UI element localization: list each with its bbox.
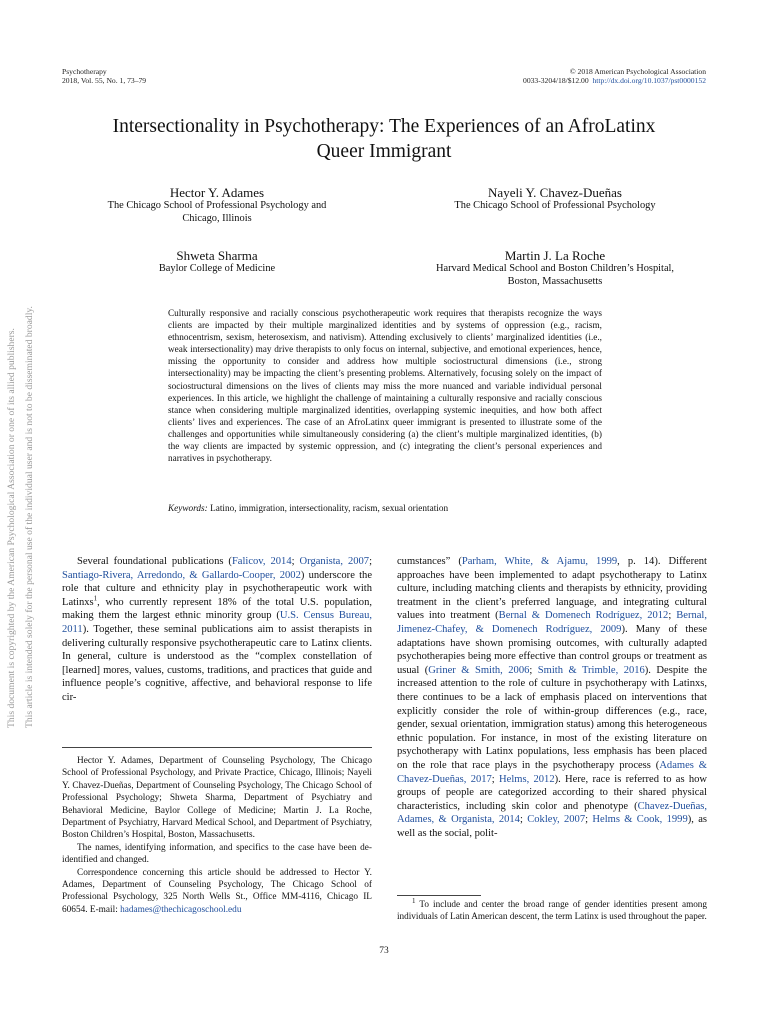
author-affiliation-2: Chicago, Illinois <box>182 212 252 224</box>
abstract-text: Culturally responsive and racially conscious psychotherapeutic work requires that therapists recognize the ways clients are impacted by their multiple marginalized identities and by systems of oppression (e.g., racism, ethnocentrism, sexism, heterosexism, and nativism). Attending exclusively to clients’ marginalized identities (i.e., weak intersectionality) may drive therapists to only focus on internal, subjective, and emotional experiences, hence, missing the opportunity to consider and address how multiple sociostructural dimensions (i.e., strong intersectionality) may be impacting the client’s presenting problems. Alternatively, focusing solely on the impact of sociostructural dimensions on the lives of clients may miss the more nuanced and variable individual personal experiences. In this article, we highlight the challenge of maintaining a culturally responsive and racially conscious stance when considering multiple marginalized identities, overlapping systemic inequities, and how both affect clients’ lives and experiences. The case of an AfroLatinx queer immigrant is presented to illustrate some of the challenges and opportunities while simultaneously considering (a) the client’s multiple marginalized identities, (b) the way clients are impacted by systemic oppression, and (c) integrating the client’s personal experiences and narratives in psychotherapy. <box>168 309 602 465</box>
intro-paragraph: Several foundational publications (Falicov, 2014; Organista, 2007; Santiago-Rivera, Arredondo, & Gallardo-Cooper, 2002) underscore the role that culture and ethnicity play in psychotherapeutic work with Latinxs$^1$, who currently represent 18% of the total U.S. population, making them the largest ethnic minority group (U.S. Census Bureau, 2011). Together, these seminal publications aim to assist therapists in delivering culturally responsive psychotherapeutic care to Latinx clients. In general, culture is understood as the “complex constellation of [learned] mores, values, customs, traditions, and practices that guide and influence people’s cognitive, affective, and behavioral response to life cir- <box>62 556 373 703</box>
author-block-3 <box>72 248 362 276</box>
citation-link[interactable]: Parham, White, & Ajamu, 1999 <box>461 556 618 567</box>
issn: 0033-3204/18/$12.00 <box>523 76 589 85</box>
journal-name: Psychotherapy <box>62 67 107 76</box>
keywords <box>168 503 602 515</box>
author-note-divider <box>62 747 372 748</box>
continued-paragraph: cumstances” (Parham, White, & Ajamu, 1999, p. 14). Different approaches have been implemented to adapt psychotherapy to Latinx culture, including matching clients and therapists by ethnicity, providing treatment in the client’s preferred language, and integrating cultural values into treatment (Bernal & Domenech Rodríguez, 2012; Bernal, Jimenez-Chafey, & Domenech Rodríguez, 2009). Many of these adaptations have shown promising outcomes, with culturally adapted psychotherapies being more effective than control groups or treatment as usual (Griner & Smith, 2006; Smith & Trimble, 2016). Despite the increased attention to the role of culture in psychotherapy with Latinxs, there continues to be a lack of emphasis placed on interventions that explicitly consider the role of within-group differences (e.g., race, gender, sexual orientation, immigration status) among this heterogeneous ethnic population. For instance, in most of the existing literature on psychotherapy with Latinx populations, less emphasis has been placed on the role that race plays in the psychotherapy process (Adames & Chavez-Dueñas, 2017; Helms, 2012). Here, race is referred to as how groups of people are categorized according to their shared physical characteristics, including skin color and phenotype (Chavez-Dueñas, Adames, & Organista, 2014; Cokley, 2007; Helms & Cook, 1999), as well as the social, polit- <box>397 556 708 839</box>
citation-link[interactable]: Santiago-Rivera, Arredondo, & Gallardo-Cooper, 2002 <box>62 569 301 581</box>
page-number: 73 <box>379 946 389 956</box>
body-right-column <box>397 555 707 840</box>
copyright-watermark <box>4 280 50 730</box>
citation-link[interactable]: Helms & Cook, 1999 <box>592 814 688 826</box>
footnote-divider <box>397 895 481 896</box>
title-line-1: Intersectionality in Psychotherapy: The Experiences of an AfroLatinx <box>112 116 656 137</box>
author-name: Shweta Sharma <box>176 248 258 263</box>
keywords-text: Latino, immigration, intersectionality, racism, sexual orientation <box>210 504 449 514</box>
footnote-number: 1 <box>412 896 416 905</box>
citation-link[interactable]: Chavez-Dueñas, Adames, & Organista, 2014 <box>397 800 707 826</box>
issn-doi-line <box>523 76 706 85</box>
citation-link[interactable]: Griner & Smith, 2006 <box>428 664 530 676</box>
citation-link[interactable]: Helms, 2012 <box>499 773 555 785</box>
keywords-label: Keywords: <box>168 504 208 514</box>
author-affiliation: Baylor College of Medicine <box>158 263 276 274</box>
author-note <box>62 755 372 916</box>
citation-link[interactable]: Bernal & Domenech Rodríguez, 2012 <box>498 610 669 622</box>
author-name: Nayeli Y. Chavez-Dueñas <box>488 185 622 200</box>
author-block-4 <box>410 248 700 288</box>
email-link[interactable]: hadames@thechicagoschool.edu <box>120 904 242 915</box>
citation-link[interactable]: Bernal, Jimenez-Chafey, & Domenech Rodríguez, 2009 <box>397 610 707 635</box>
footnote-text: To include and center the broad range of gender identities present among individuals of Latin American descent, the term Latinx is used throughout the paper. <box>397 899 707 921</box>
citation-link[interactable]: Organista, 2007 <box>299 556 370 567</box>
footnote <box>397 896 707 922</box>
citation-link[interactable]: Smith & Trimble, 2016 <box>537 664 645 676</box>
watermark-line-2: This article is intended solely for the personal use of the individual user and is not to be disseminated broadly. <box>24 306 35 728</box>
author-block-2 <box>410 185 700 213</box>
citation-link[interactable]: Cokley, 2007 <box>527 814 586 826</box>
author-affiliation: The Chicago School of Professional Psychology and <box>107 200 327 211</box>
author-note-affiliations: Hector Y. Adames, Department of Counseling Psychology, The Chicago School of Professional Psychology, and Private Practice, Chicago, Illinois; Nayeli Y. Chavez-Dueñas, Department of Counseling Psychology, The Chicago School of Professional Psychology; Shweta Sharma, Department of Psychiatry and Behavioral Medicine, Baylor College of Medicine; Martin J. La Roche, Department of Psychiatry, Harvard Medical School, and Department of Psychiatry, Boston Children’s Hospital, Boston, Massachusetts. <box>62 756 372 841</box>
citation-link[interactable]: Adames & Chavez-Dueñas, 2017 <box>397 759 707 785</box>
author-affiliation-2: Boston, Massachusetts <box>507 275 603 287</box>
body-left-column <box>62 555 372 705</box>
citation-link[interactable]: U.S. Census Bureau, 2011 <box>62 610 372 635</box>
author-block-1 <box>72 185 362 225</box>
citation-link[interactable]: Falicov, 2014 <box>231 556 292 567</box>
copyright-info <box>523 67 706 85</box>
author-name: Martin J. La Roche <box>504 248 606 263</box>
watermark-line-1: This document is copyrighted by the American Psychological Association or one of its allied publishers. <box>6 328 17 728</box>
author-affiliation: Harvard Medical School and Boston Children’s Hospital, <box>435 263 675 274</box>
title-line-2: Queer Immigrant <box>316 141 452 162</box>
author-name: Hector Y. Adames <box>169 185 265 200</box>
journal-volume: 2018, Vol. 55, No. 1, 73–79 <box>62 76 147 85</box>
journal-info <box>62 67 146 85</box>
doi-link[interactable]: http://dx.doi.org/10.1037/pst0000152 <box>592 76 706 85</box>
article-title <box>70 114 698 164</box>
abstract <box>168 308 602 465</box>
author-affiliation: The Chicago School of Professional Psychology <box>454 200 656 211</box>
footnote-ref[interactable]: 1 <box>93 594 98 603</box>
author-note-correspondence: Correspondence concerning this article should be addressed to Hector Y. Adames, Department of Counseling Psychology, The Chicago School of Professional Psychology, 325 North Wells St., Office MM-4116, Chicago IL 60654. E-mail: hadames@thechicagoschool.edu <box>62 867 372 915</box>
author-note-deidentified: The names, identifying information, and specifics to the case have been de-identified and changed. <box>62 842 372 866</box>
copyright-line: © 2018 American Psychological Association <box>569 67 706 76</box>
